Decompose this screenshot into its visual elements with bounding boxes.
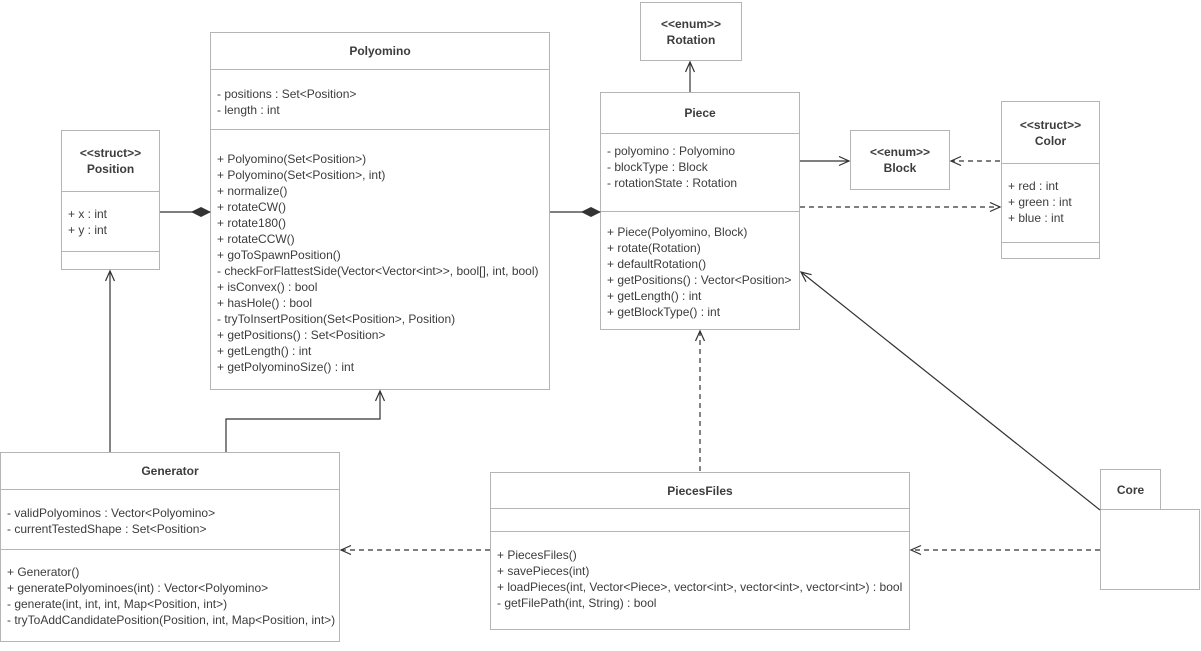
class-color-stereotype: <<struct>> (1019, 117, 1082, 132)
attribute-line: - currentTestedShape : Set<Position> (7, 522, 207, 536)
class-piecesfiles-name: PiecesFiles (667, 483, 733, 498)
class-polyomino-title (211, 33, 549, 69)
class-piece-name: Piece (684, 106, 716, 120)
class-piece-attributes (601, 133, 799, 211)
method-line: - tryToAddCandidatePosition(Position, int, Map<Position, int>) (7, 613, 336, 627)
class-position-methods-empty (62, 251, 159, 269)
class-block-stereotype: <<enum>> (869, 145, 931, 159)
method-line: + getPositions() : Set<Position> (217, 328, 386, 342)
attribute-line: + y : int (68, 223, 108, 237)
class-piece-title (601, 93, 799, 133)
package-core-tab[interactable] (1100, 469, 1161, 510)
class-block-title (851, 131, 949, 189)
class-generator-name: Generator (141, 464, 199, 478)
method-line: + rotate180() (217, 216, 287, 230)
method-line: + Generator() (7, 565, 80, 579)
class-position-stereotype: <<struct>> (79, 146, 142, 160)
class-polyomino-methods (211, 129, 549, 389)
method-line: + Polyomino(Set<Position>, int) (217, 168, 386, 182)
class-color-title (1002, 102, 1099, 163)
class-piece-methods (601, 211, 799, 329)
method-line: + savePieces(int) (497, 564, 590, 578)
class-rotation-name: Rotation (666, 32, 716, 47)
method-line: - checkForFlattestSide(Vector<Vector<int>>, bool[], int, bool) (217, 264, 539, 278)
method-line: + isConvex() : bool (217, 280, 318, 294)
class-color-methods-empty (1002, 242, 1099, 258)
class-position[interactable] (61, 130, 160, 270)
attribute-line: + green : int (1008, 195, 1072, 209)
attribute-line: - rotationState : Rotation (607, 176, 738, 190)
package-core-body[interactable] (1100, 509, 1200, 590)
class-polyomino[interactable] (210, 32, 550, 390)
package-core-name: Core (1116, 482, 1145, 497)
attribute-line: - polyomino : Polyomino (607, 144, 736, 158)
class-position-attributes (62, 191, 159, 251)
attribute-line: - validPolyominos : Vector<Polyomino> (7, 506, 216, 520)
class-piecesfiles-attributes-empty (491, 508, 909, 531)
method-line: - getFilePath(int, String) : bool (497, 596, 657, 610)
method-line: + goToSpawnPosition() (217, 248, 341, 262)
attribute-line: - length : int (217, 103, 280, 117)
class-position-name: Position (86, 162, 135, 176)
method-line: + generatePolyominoes(int) : Vector<Polyomino> (7, 581, 269, 595)
method-line: + rotate(Rotation) (607, 241, 701, 255)
method-line: + getLength() : int (217, 344, 312, 358)
class-generator-methods (1, 549, 339, 641)
class-piecesfiles[interactable] (490, 472, 910, 630)
attribute-line: + red : int (1008, 179, 1059, 193)
class-generator[interactable] (0, 452, 340, 642)
method-line: + defaultRotation() (607, 257, 707, 271)
method-line: + Piece(Polyomino, Block) (607, 225, 748, 239)
method-line: + getBlockType() : int (607, 305, 721, 319)
method-line: + rotateCW() (217, 200, 287, 214)
class-color-name: Color (1034, 133, 1067, 148)
method-line: + getLength() : int (607, 289, 702, 303)
class-generator-attributes (1, 489, 339, 549)
method-line: - tryToInsertPosition(Set<Position>, Position) (217, 312, 456, 326)
class-color-attributes (1002, 163, 1099, 242)
class-rotation-stereotype: <<enum>> (660, 16, 722, 31)
class-piece[interactable] (600, 92, 800, 330)
method-line: + getPolyominoSize() : int (217, 360, 355, 374)
method-line: + PiecesFiles() (497, 548, 577, 562)
class-piecesfiles-title (491, 473, 909, 508)
class-position-title (62, 131, 159, 191)
method-line: + loadPieces(int, Vector<Piece>, vector<int>, vector<int>, vector<int>) : bool (497, 580, 903, 594)
attribute-line: - blockType : Block (607, 160, 708, 174)
class-color[interactable] (1001, 101, 1100, 259)
attribute-line: - positions : Set<Position> (217, 87, 357, 101)
method-line: + hasHole() : bool (217, 296, 313, 310)
method-line: + getPositions() : Vector<Position> (607, 273, 792, 287)
method-line: + normalize() (217, 184, 288, 198)
method-line: + rotateCCW() (217, 232, 295, 246)
attribute-line: + blue : int (1008, 211, 1064, 225)
class-rotation-title (641, 3, 741, 60)
class-block[interactable] (850, 130, 950, 190)
class-polyomino-name: Polyomino (349, 44, 411, 58)
attribute-line: + x : int (68, 207, 108, 221)
class-block-name: Block (883, 161, 917, 175)
association-generator-polyomino[interactable] (226, 391, 380, 452)
method-line: + Polyomino(Set<Position>) (217, 152, 367, 166)
method-line: - generate(int, int, int, Map<Position, int>) (7, 597, 228, 611)
class-piecesfiles-methods (491, 531, 909, 629)
class-polyomino-attributes (211, 69, 549, 129)
class-rotation[interactable] (640, 2, 742, 61)
class-generator-title (1, 453, 339, 489)
